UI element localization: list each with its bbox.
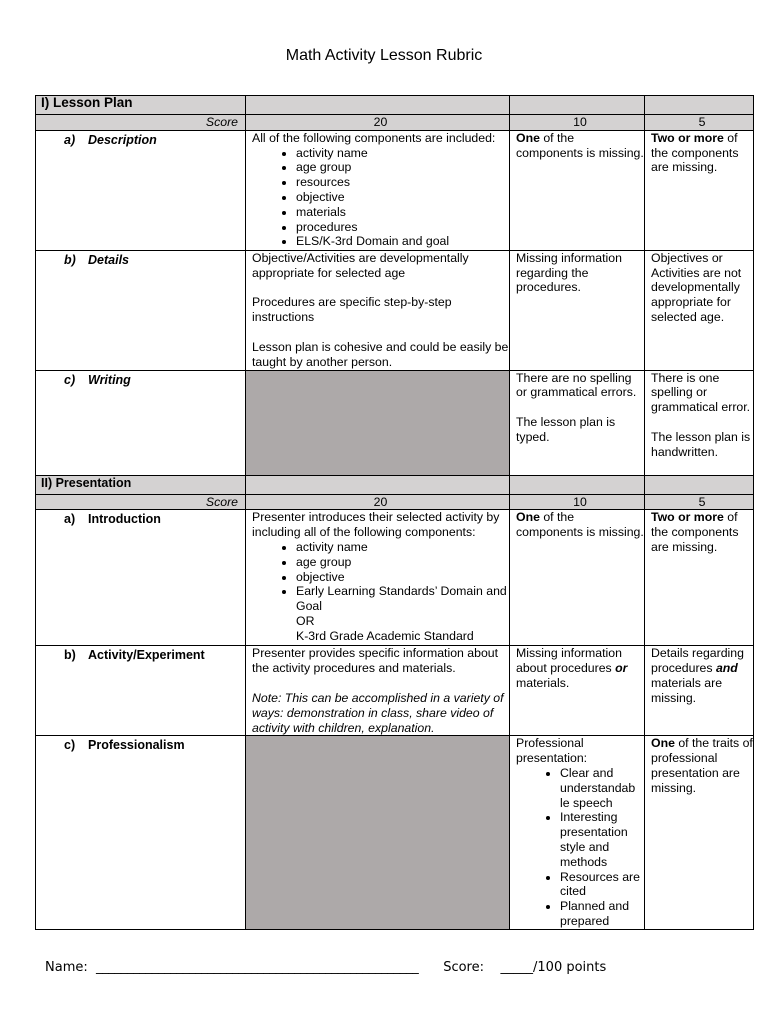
- signature-footer: [45, 960, 606, 975]
- professionalism-5: One of the traits of professional presentation are missing.: [645, 736, 754, 930]
- introduction-10: One of the components is missing.: [510, 510, 645, 646]
- professionalism-10: Professional presentation: • Clear and understandab le speech • Interesting presentation style and methods • Resources are cited • Planned and prepared: [510, 736, 645, 930]
- list-item: • Interesting presentation style and methods: [560, 810, 644, 869]
- section-header-presentation: [36, 475, 754, 494]
- list-item: • activity name: [296, 146, 509, 161]
- criterion-description: a) Description: [36, 130, 246, 250]
- section-label: II) Presentation: [36, 475, 246, 494]
- score-row: [36, 494, 754, 510]
- details-5: Objectives or Activities are not developmentally appropriate for selected age.: [645, 250, 754, 370]
- list-item: • Planned and prepared: [560, 899, 644, 929]
- criterion-professionalism: c) Professionalism: [36, 736, 246, 930]
- name-label: Name:: [45, 960, 88, 975]
- score-blank: _____/100 points: [500, 960, 607, 975]
- criterion-details: b) Details: [36, 250, 246, 370]
- score-20: 20: [246, 115, 510, 131]
- score-10: 10: [510, 115, 645, 131]
- activity-5: Details regarding procedures and materials are missing.: [645, 646, 754, 736]
- activity-20: Presenter provides specific information about the activity procedures and materials. Note: This can be accomplished in a variety of ways: demonstration in class, share video of activity with children, explanation.: [246, 646, 510, 736]
- list-item: • Early Learning Standards’ Domain and Goal: [296, 584, 509, 614]
- activity-10: Missing information about procedures or materials.: [510, 646, 645, 736]
- table-row: [36, 370, 754, 475]
- list-item: • materials: [296, 205, 509, 220]
- list-item: • objective: [296, 570, 509, 585]
- shaded-cell: [246, 736, 510, 930]
- list-item: • resources: [296, 175, 509, 190]
- list-item: • objective: [296, 190, 509, 205]
- name-line: ____________________________________________________: [96, 960, 419, 975]
- shaded-cell: [246, 370, 510, 475]
- score-label: Score: [36, 115, 246, 131]
- score-label: Score:: [443, 960, 484, 975]
- writing-10: There are no spelling or grammatical errors. The lesson plan is typed.: [510, 370, 645, 475]
- table-row: [36, 250, 754, 370]
- component-list: [252, 540, 509, 614]
- criterion-writing: c) Writing: [36, 370, 246, 475]
- list-item: • Clear and understandab le speech: [560, 766, 644, 810]
- introduction-20: Presenter introduces their selected activity by including all of the following components: • activity name • age group • objective • Early Learning Standards’ Domain and Goal OR K-3rd Grade Academic Standard: [246, 510, 510, 646]
- section-label: I) Lesson Plan: [36, 96, 246, 115]
- score-20: 20: [246, 494, 510, 510]
- component-list: [252, 146, 509, 250]
- table-row: [36, 736, 754, 930]
- list-item: • Resources are cited: [560, 870, 644, 900]
- details-10: Missing information regarding the procedures.: [510, 250, 645, 370]
- page-title: Math Activity Lesson Rubric: [285, 47, 483, 64]
- score-10: 10: [510, 494, 645, 510]
- list-item: • age group: [296, 555, 509, 570]
- table-row: [36, 646, 754, 736]
- section-header-lesson-plan: [36, 96, 754, 115]
- trait-list: [516, 766, 644, 929]
- score-label: Score: [36, 494, 246, 510]
- criterion-introduction: a) Introduction: [36, 510, 246, 646]
- list-item: • age group: [296, 160, 509, 175]
- introduction-5: Two or more of the components are missing.: [645, 510, 754, 646]
- score-5: 5: [645, 494, 754, 510]
- score-5: 5: [645, 115, 754, 131]
- table-row: [36, 510, 754, 646]
- writing-5: There is one spelling or grammatical error. The lesson plan is handwritten.: [645, 370, 754, 475]
- list-item: • activity name: [296, 540, 509, 555]
- criterion-activity: b) Activity/Experiment: [36, 646, 246, 736]
- details-20: Objective/Activities are developmentally appropriate for selected age Procedures are specific step-by-step instructions Lesson plan is cohesive and could be easily be taught by another person.: [246, 250, 510, 370]
- list-item: • ELS/K-3rd Domain and goal: [296, 234, 509, 249]
- score-row: [36, 115, 754, 131]
- description-5: Two or more of the components are missing.: [645, 130, 754, 250]
- list-item: • procedures: [296, 220, 509, 235]
- rubric-table: [35, 95, 754, 930]
- description-20: All of the following components are included: • activity name • age group • resources • objective • materials • procedures • ELS/K-3rd Domain and goal: [246, 130, 510, 250]
- description-10: One of the components is missing.: [510, 130, 645, 250]
- table-row: [36, 130, 754, 250]
